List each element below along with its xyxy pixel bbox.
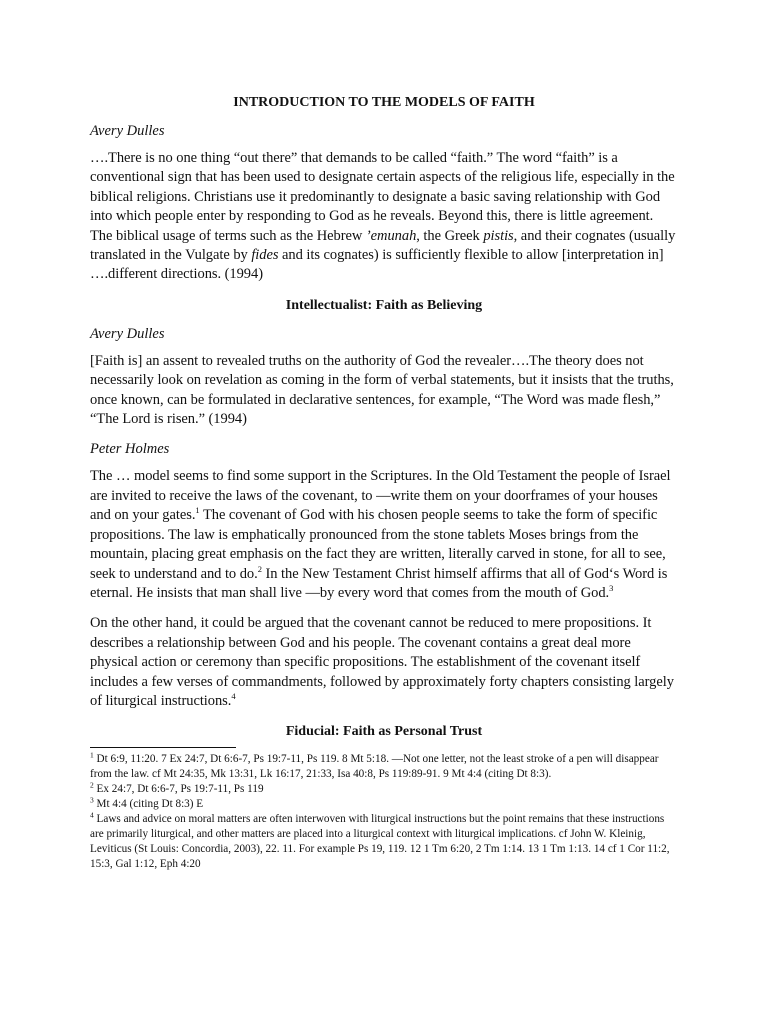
intro-paragraph — [90, 149, 678, 285]
intro-term-emunah: ’emunah — [365, 227, 417, 244]
footnote-ref-2[interactable]: 2 — [257, 563, 262, 574]
section-heading-intellectualist: Intellectualist: Faith as Believing — [285, 297, 483, 313]
footnote-text: Mt 4:4 (citing Dt 8:3) E — [93, 798, 204, 811]
intro-term-fides: fides — [251, 247, 279, 264]
footnote-number: 4 — [90, 810, 94, 820]
holmes-text-3: In the New Testament Christ himself affirms that all of God‘s Word is eternal. He insists that man shall live —by every word that comes from the mouth of God. — [90, 565, 668, 601]
footnote-text: Ex 24:7, Dt 6:6-7, Ps 19:7-11, Ps 119 — [93, 783, 264, 796]
holmes-text-1: The … model seems to find some support in the Scriptures. In the Old Testament the people of Israel are invited to receive the laws of the covenant, to —write them on your doorframes of your houses and on your gates. — [90, 468, 671, 524]
footnote-text: Laws and advice on moral matters are often interwoven with liturgical instructions but the point remains that these instructions are primarily liturgical, and other matters are placed into a liturgical context with liturgical implications. cf John W. Kleinig, Leviticus (St Louis: Concordia, 2003), 22. 11. For example Ps 19, 119. 12 1 Tm 6:20, 2 Tm 1:14. 13 1 Tm 1:13. 14 cf 1 Cor 11:2, 15:3, Gal 1:12, Eph 4:20 — [90, 813, 670, 871]
intro-text-4: and its cognates) is sufficiently flexible to allow [interpretation in] ….different directions. (1994) — [90, 247, 664, 283]
intro-text-3: , and their cognates (usually translated in the Vulgate by — [90, 227, 676, 264]
dulles-paragraph: [Faith is] an assent to revealed truths on the authority of God the revealer….The theory does not necessarily look on revelation as coming in the form of verbal statements, but it insists that the truths, once known, can be formulated in declarative sentences, for example, “The Word was made flesh,” “The Lord is risen.” (1994) — [90, 352, 674, 428]
footnote-ref-3[interactable]: 3 — [609, 583, 614, 594]
covenant-text: On the other hand, it could be argued that the covenant cannot be reduced to mere propositions. It describes a relationship between God and his people. The covenant contains a great deal more physical action or ceremony than specific propositions. The establishment of the covenant itself includes a few verses of commandments, followed by approximately forty chapters consisting largely of liturgical instructions. — [90, 615, 674, 709]
intro-text-1: ….There is no one thing “out there” that demands to be called “faith.” The word “faith” is a conventional sign that has been used to designate certain aspects of the religious life, especially in the biblical religions. Christians use it predominantly to designate a basic saving relationship with God into which people enter by responding to God as he reveals. Beyond this, there is little agreement. The biblical usage of terms such as the Hebrew — [90, 150, 675, 244]
footnote-1 — [90, 752, 678, 782]
holmes-paragraph — [90, 467, 678, 603]
footnote-4 — [90, 812, 678, 872]
covenant-paragraph — [90, 614, 678, 711]
footnote-ref-4[interactable]: 4 — [231, 691, 236, 702]
author-peter-holmes: Peter Holmes — [90, 441, 170, 458]
intro-term-pistis: pistis — [483, 227, 514, 244]
footnote-ref-1[interactable]: 1 — [195, 505, 200, 516]
footnote-text: Dt 6:9, 11:20. 7 Ex 24:7, Dt 6:6-7, Ps 19:7-11, Ps 119. 8 Mt 5:18. —Not one letter, not the least stroke of a pen will disappear from the law. cf Mt 24:35, Mk 13:31, Lk 16:17, 21:33, Isa 40:8, Ps 119:89-91. 9 Mt 4:4 (citing Dt 8:3). — [90, 753, 659, 781]
footnote-number: 2 — [90, 780, 94, 790]
holmes-text-2: The covenant of God with his chosen people seems to take the form of specific propositions. The law is emphatically pronounced from the stone tablets Moses brings from the mountain, placing great emphasis on the fact they are written, literally carved in stone, for all to see, seek to understand and to do. — [90, 507, 666, 582]
intro-text-2: , the Greek — [416, 227, 484, 244]
footnote-2 — [90, 782, 678, 797]
author-avery-dulles: Avery Dulles — [90, 325, 165, 342]
footnotes — [90, 752, 678, 872]
document-title: INTRODUCTION TO THE MODELS OF FAITH — [233, 95, 535, 110]
footnote-3 — [90, 797, 678, 812]
footnote-divider — [90, 747, 236, 748]
author-avery-dulles-intro: Avery Dulles — [90, 123, 165, 139]
footnote-number: 1 — [90, 750, 94, 760]
section-heading-fiducial: Fiducial: Faith as Personal Trust — [285, 724, 483, 740]
footnote-number: 3 — [90, 795, 94, 805]
